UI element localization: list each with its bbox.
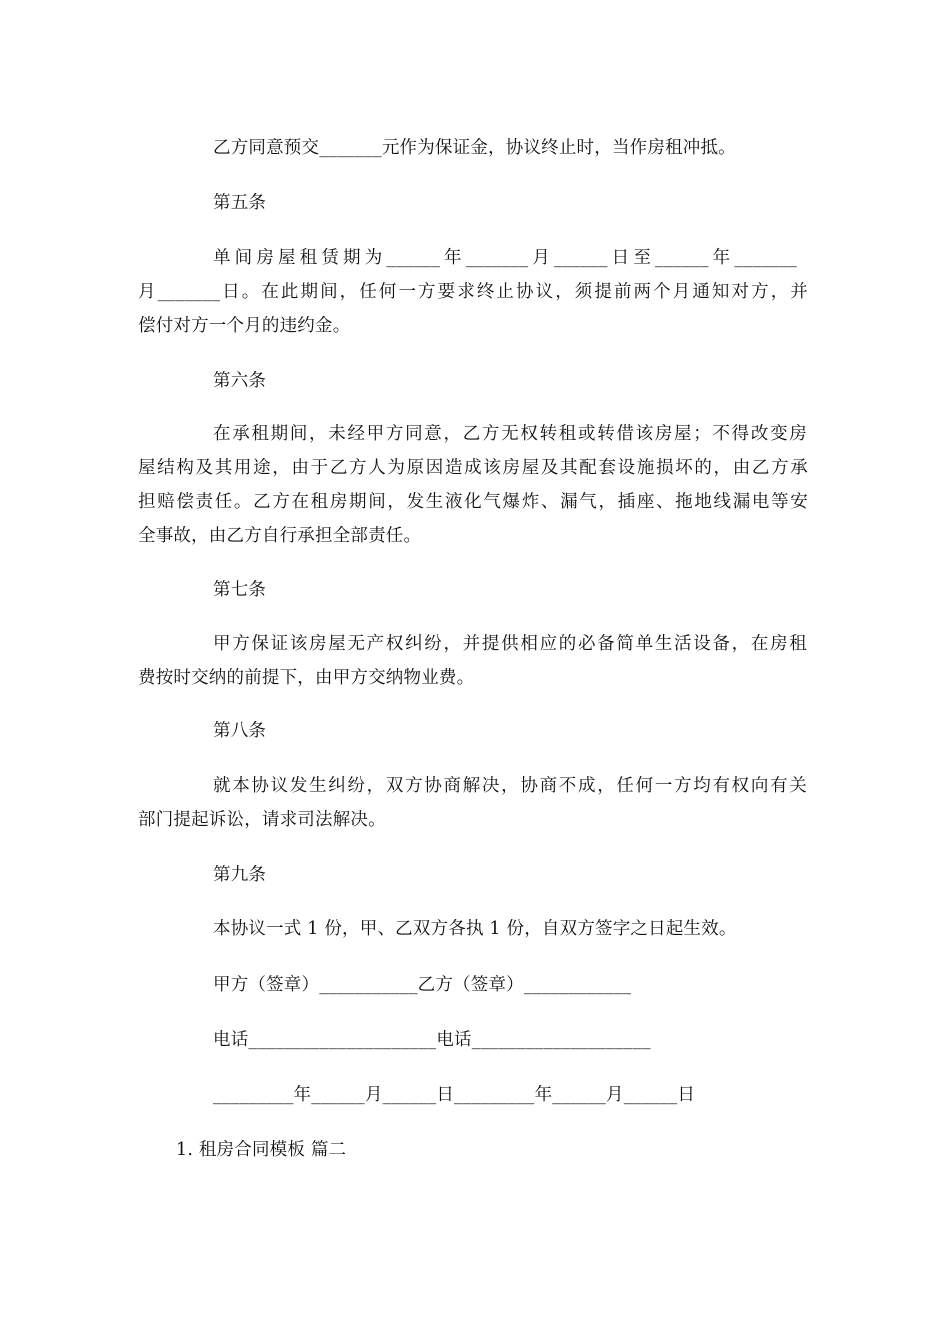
article-6-line-4: 全事故，由乙方自行承担全部责任。	[138, 526, 422, 546]
article-7-line-1: 甲方保证该房屋无产权纠纷，并提供相应的必备简单生活设备，在房租	[213, 634, 807, 654]
article-6-heading: 第六条	[213, 371, 267, 391]
article-8-line-1: 就本协议发生纠纷，双方协商解决，协商不成，任何一方均有权向有关	[213, 776, 807, 796]
phone-line: 电话_____________________电话____________________	[213, 1030, 651, 1050]
article-9-line-1: 本协议一式 1 份，甲、乙双方各执 1 份，自双方签字之日起生效。	[213, 919, 737, 939]
article-7-heading: 第七条	[213, 580, 267, 600]
next-section-heading: 1. 租房合同模板 篇二	[176, 1140, 347, 1160]
article-8-heading: 第八条	[213, 721, 267, 741]
deposit-paragraph: 乙方同意预交_______元作为保证金，协议终止时，当作房租冲抵。	[213, 138, 736, 158]
date-line: _________年______月______日_________年______月______日	[213, 1085, 696, 1105]
article-8-line-2: 部门提起诉讼，请求司法解决。	[138, 810, 386, 830]
article-7-line-2: 费按时交纳的前提下，由甲方交纳物业费。	[138, 668, 475, 688]
article-9-heading: 第九条	[213, 865, 267, 885]
article-6-line-1: 在承租期间，未经甲方同意，乙方无权转租或转借该房屋；不得改变房	[213, 424, 807, 444]
article-6-line-2: 屋结构及其用途，由于乙方人为原因造成该房屋及其配套设施损坏的，由乙方承	[138, 458, 808, 478]
article-5-line-3: 偿付对方一个月的违约金。	[138, 316, 351, 336]
article-5-line-2: 月_______日。在此期间，任何一方要求终止协议，须提前两个月通知对方，并	[138, 282, 808, 302]
article-6-line-3: 担赔偿责任。乙方在租房期间，发生液化气爆炸、漏气，插座、拖地线漏电等安	[138, 492, 808, 512]
article-5-line-1: 单间房屋租赁期为______年_______月______日至______年_______	[213, 248, 797, 268]
signature-line: 甲方（签章）___________乙方（签章）____________	[213, 975, 632, 995]
article-5-heading: 第五条	[213, 193, 267, 213]
